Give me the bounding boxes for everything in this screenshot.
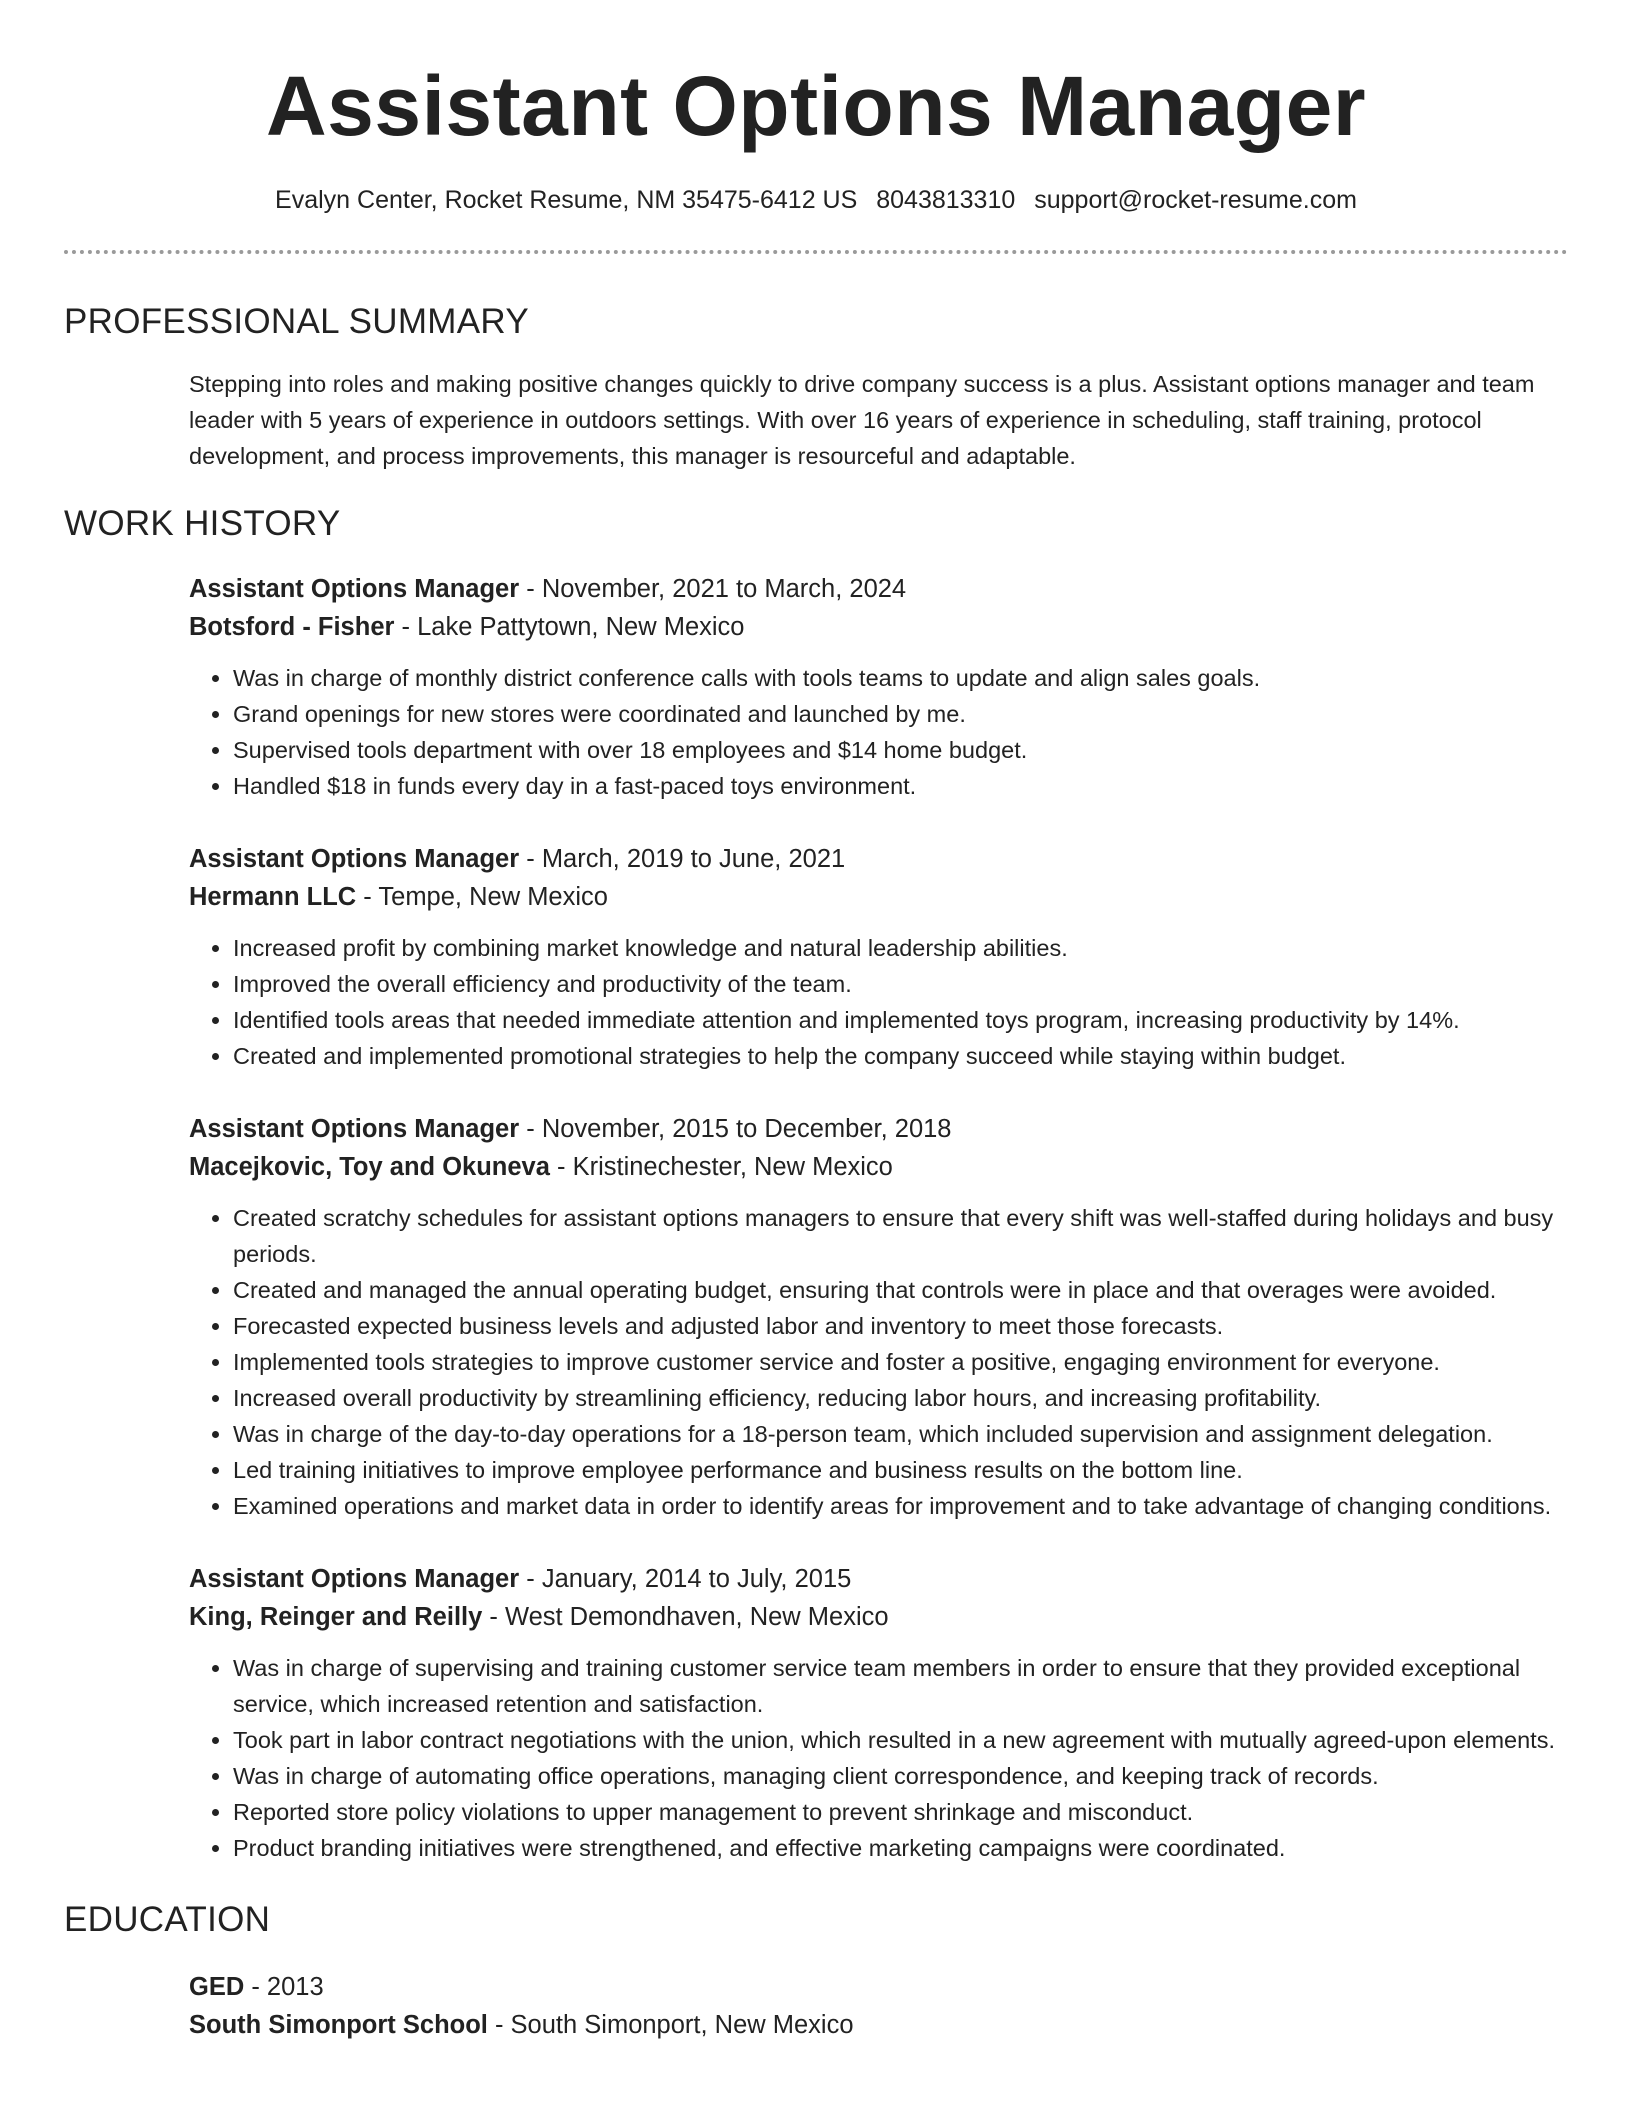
education-year: - 2013 (244, 1973, 324, 2001)
job-company-line (189, 608, 1569, 646)
job-bullet: • Increased profit by combining market knowledge and natural leadership abilities. (233, 930, 1569, 966)
job-entry (189, 1560, 1569, 1866)
job-entry (189, 840, 1569, 1074)
job-entry (189, 1110, 1569, 1524)
job-role-line (189, 570, 1569, 608)
education-school-line (189, 2006, 1568, 2044)
job-bullets (189, 660, 1569, 804)
education-section-title: EDUCATION (64, 1900, 271, 1939)
job-bullet: • Identified tools areas that needed immediate attention and implemented toys program, increasing productivity by 14%. (233, 1002, 1569, 1038)
job-role-line (189, 1110, 1569, 1148)
job-dates: - November, 2021 to March, 2024 (519, 575, 907, 603)
contact-line (64, 184, 1568, 216)
job-company: Botsford - Fisher (189, 613, 395, 641)
job-location: - Tempe, New Mexico (356, 883, 608, 911)
job-bullet: • Took part in labor contract negotiations with the union, which resulted in a new agreement with mutually agreed-upon elements. (233, 1722, 1569, 1758)
job-bullet: • Reported store policy violations to upper management to prevent shrinkage and misconduct. (233, 1794, 1569, 1830)
job-bullet: • Was in charge of the day-to-day operations for a 18-person team, which included supervision and assignment delegation. (233, 1416, 1569, 1452)
resume-page (64, 0, 1568, 2044)
job-bullets (189, 930, 1569, 1074)
job-bullet: • Improved the overall efficiency and productivity of the team. (233, 966, 1569, 1002)
education-school: South Simonport School (189, 2011, 488, 2039)
job-bullet: • Grand openings for new stores were coordinated and launched by me. (233, 696, 1569, 732)
work-history-section-title: WORK HISTORY (64, 504, 341, 543)
job-company: Hermann LLC (189, 883, 357, 911)
contact-address: Evalyn Center, Rocket Resume, NM 35475-6412 US (275, 186, 858, 214)
job-role: Assistant Options Manager (189, 1115, 520, 1143)
resume-name-heading: Assistant Options Manager (265, 59, 1367, 153)
job-role-line (189, 840, 1569, 878)
job-bullet: • Created and managed the annual operating budget, ensuring that controls were in place and that overages were avoided. (233, 1272, 1569, 1308)
job-bullet: • Was in charge of monthly district conference calls with tools teams to update and align sales goals. (233, 660, 1569, 696)
job-company-line (189, 1148, 1569, 1186)
job-bullet: • Product branding initiatives were strengthened, and effective marketing campaigns were coordinated. (233, 1830, 1569, 1866)
job-dates: - November, 2015 to December, 2018 (519, 1115, 952, 1143)
job-bullet: • Forecasted expected business levels and adjusted labor and inventory to meet those forecasts. (233, 1308, 1569, 1344)
header-divider (64, 250, 1568, 254)
job-company: King, Reinger and Reilly (189, 1603, 483, 1631)
contact-phone: 8043813310 (876, 186, 1016, 214)
job-role: Assistant Options Manager (189, 845, 520, 873)
job-entry (189, 570, 1569, 804)
contact-email: support@rocket-resume.com (1034, 186, 1357, 214)
job-bullet: • Supervised tools department with over 18 employees and $14 home budget. (233, 732, 1569, 768)
summary-section-title: PROFESSIONAL SUMMARY (64, 302, 529, 341)
job-bullet: • Created and implemented promotional strategies to help the company succeed while staying within budget. (233, 1038, 1569, 1074)
education-entry (189, 1968, 1568, 2044)
job-role: Assistant Options Manager (189, 575, 520, 603)
education-degree: GED (189, 1973, 245, 2001)
job-role: Assistant Options Manager (189, 1565, 520, 1593)
job-location: - West Demondhaven, New Mexico (482, 1603, 889, 1631)
job-bullet: • Implemented tools strategies to improve customer service and foster a positive, engaging environment for everyone. (233, 1344, 1569, 1380)
job-bullets (189, 1200, 1569, 1524)
job-bullets (189, 1650, 1569, 1866)
job-dates: - March, 2019 to June, 2021 (519, 845, 846, 873)
job-company: Macejkovic, Toy and Okuneva (189, 1153, 550, 1181)
job-bullet: • Increased overall productivity by streamlining efficiency, reducing labor hours, and increasing profitability. (233, 1380, 1569, 1416)
job-bullet: • Led training initiatives to improve employee performance and business results on the bottom line. (233, 1452, 1569, 1488)
job-bullet: • Examined operations and market data in order to identify areas for improvement and to take advantage of changing conditions. (233, 1488, 1569, 1524)
job-bullet: • Handled $18 in funds every day in a fast-paced toys environment. (233, 768, 1569, 804)
job-company-line (189, 1598, 1569, 1636)
education-degree-line (189, 1968, 1568, 2006)
job-bullet: • Was in charge of supervising and training customer service team members in order to ensure that they provided exceptional service, which increased retention and satisfaction. (233, 1650, 1569, 1722)
job-company-line (189, 878, 1569, 916)
education-location: - South Simonport, New Mexico (487, 2011, 854, 2039)
summary-text: Stepping into roles and making positive changes quickly to drive company success is a plus. Assistant options manager and team leader with 5 years of experience in outdoors settings. With over 16 years of experience in scheduling, staff training, protocol development, and process improvements, this manager is resourceful and adaptable. (189, 371, 1535, 469)
job-bullet: • Was in charge of automating office operations, managing client correspondence, and keeping track of records. (233, 1758, 1569, 1794)
job-dates: - January, 2014 to July, 2015 (519, 1565, 852, 1593)
job-location: - Lake Pattytown, New Mexico (394, 613, 745, 641)
job-role-line (189, 1560, 1569, 1598)
job-bullet: • Created scratchy schedules for assistant options managers to ensure that every shift was well-staffed during holidays and busy periods. (233, 1200, 1569, 1272)
job-location: - Kristinechester, New Mexico (549, 1153, 893, 1181)
